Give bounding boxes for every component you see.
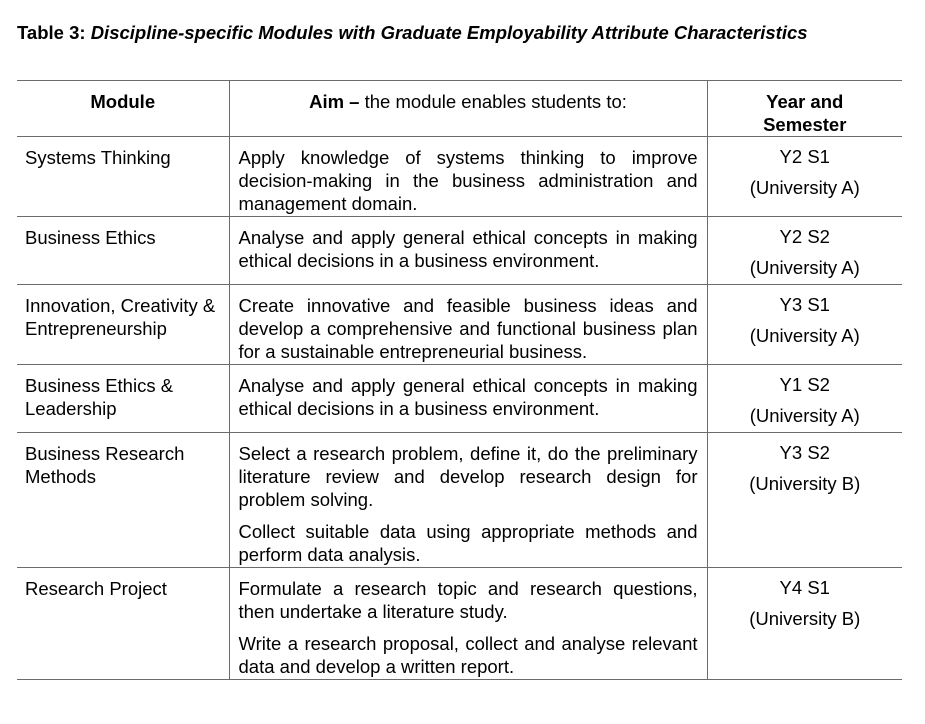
module-aim <box>229 568 707 680</box>
header-year-semester <box>707 81 902 137</box>
module-aim <box>229 137 707 217</box>
university: (University A) <box>749 405 860 426</box>
year-semester: Y2 S1 <box>779 146 830 167</box>
year-semester: Y3 S1 <box>779 294 830 315</box>
table-row <box>17 217 902 285</box>
year-semester-cell <box>707 433 902 568</box>
header-aim-lead: Aim – <box>309 91 360 112</box>
caption-label: Table 3: <box>17 22 86 43</box>
table-row <box>17 137 902 217</box>
header-row <box>17 81 902 137</box>
header-module: Module <box>17 81 229 137</box>
aim-paragraph: Collect suitable data using appropriate methods and perform data analysis. <box>238 521 698 565</box>
year-semester: Y3 S2 <box>779 442 830 463</box>
table-row <box>17 365 902 433</box>
header-aim-rest: the module enables students to: <box>359 91 627 112</box>
year-semester: Y2 S2 <box>779 226 830 247</box>
module-aim <box>229 433 707 568</box>
aim-paragraph: Write a research proposal, collect and analyse relevant data and develop a written report. <box>238 633 698 677</box>
module-name: Business Ethics <box>17 217 229 285</box>
table-row <box>17 285 902 365</box>
module-name: Business Research Methods <box>17 433 229 568</box>
module-aim <box>229 285 707 365</box>
aim-paragraph: Create innovative and feasible business ideas and develop a comprehensive and functional business plan for a sustainable entrepreneurial business. <box>238 295 698 362</box>
aim-paragraph: Analyse and apply general ethical concepts in making ethical decisions in a business environment. <box>238 227 698 271</box>
module-aim <box>229 217 707 285</box>
table-row <box>17 568 902 680</box>
module-aim <box>229 365 707 433</box>
year-semester-cell <box>707 137 902 217</box>
module-name: Innovation, Creativity & Entrepreneurship <box>17 285 229 365</box>
university: (University A) <box>749 325 860 346</box>
module-name: Business Ethics & Leadership <box>17 365 229 433</box>
university: (University B) <box>749 608 861 629</box>
year-semester-cell <box>707 285 902 365</box>
year-semester: Y1 S2 <box>779 374 830 395</box>
year-semester-cell <box>707 568 902 680</box>
university: (University A) <box>749 177 860 198</box>
module-name: Systems Thinking <box>17 137 229 217</box>
university: (University A) <box>749 257 860 278</box>
modules-table <box>17 80 902 680</box>
university: (University B) <box>749 473 861 494</box>
aim-paragraph: Formulate a research topic and research questions, then undertake a literature study. <box>238 578 698 622</box>
table-row <box>17 433 902 568</box>
aim-paragraph: Analyse and apply general ethical concepts in making ethical decisions in a business environment. <box>238 375 698 419</box>
header-aim <box>229 81 707 137</box>
table-caption <box>17 21 897 44</box>
header-year-line2: Semester <box>763 114 847 135</box>
caption-title: Discipline-specific Modules with Graduate Employability Attribute Characteristics <box>90 22 808 43</box>
year-semester: Y4 S1 <box>779 577 830 598</box>
header-year-line1: Year and <box>766 91 844 112</box>
year-semester-cell <box>707 217 902 285</box>
year-semester-cell <box>707 365 902 433</box>
module-name: Research Project <box>17 568 229 680</box>
aim-paragraph: Select a research problem, define it, do the preliminary literature review and develop research design for problem solving. <box>238 443 698 510</box>
aim-paragraph: Apply knowledge of systems thinking to improve decision-making in the business administration and management domain. <box>238 147 698 214</box>
